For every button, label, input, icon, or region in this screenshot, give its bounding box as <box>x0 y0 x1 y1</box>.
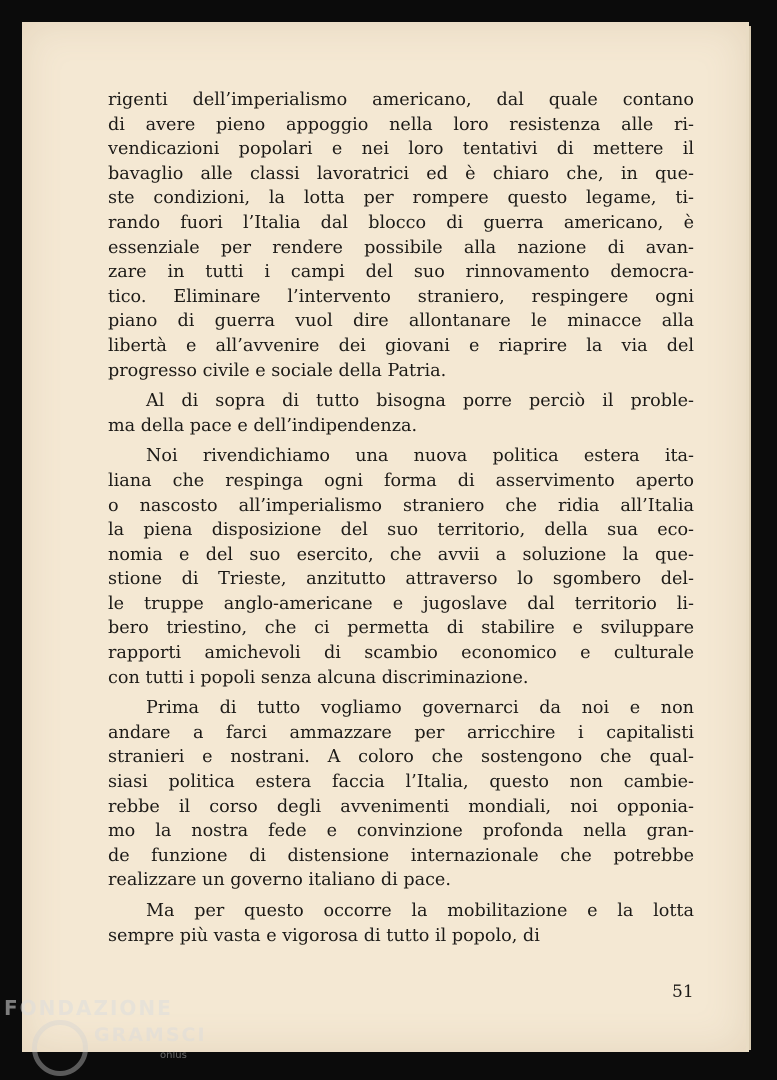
text-line: vendicazioni popolari e nei loro tentativi di mettere il <box>108 139 694 160</box>
book-page <box>22 22 749 1052</box>
watermark-onlus: onlus <box>160 1050 187 1061</box>
page-text <box>108 88 694 948</box>
text-line: realizzare un governo italiano di pace. <box>108 870 451 891</box>
text-line: stione di Trieste, anzitutto attraverso lo sgombero del- <box>108 569 694 590</box>
text-line: ma della pace e dell’indipendenza. <box>108 415 418 436</box>
text-line: di avere pieno appoggio nella loro resistenza alle ri- <box>108 114 694 135</box>
text-line: piano di guerra vuol dire allontanare le minacce alla <box>108 311 694 332</box>
paragraph <box>108 899 694 948</box>
text-line: liana che respinga ogni forma di asservimento aperto <box>108 470 694 491</box>
text-line: Al di sopra di tutto bisogna porre perciò il proble- <box>146 391 694 412</box>
text-line: ste condizioni, la lotta per rompere questo legame, ti- <box>108 188 694 209</box>
text-line: mo la nostra fede e convinzione profonda nella gran- <box>108 821 694 842</box>
text-line: rapporti amichevoli di scambio economico e culturale <box>108 643 694 664</box>
text-line: con tutti i popoli senza alcuna discriminazione. <box>108 667 529 688</box>
text-line: stranieri e nostrani. A coloro che sostengono che qual- <box>108 747 694 768</box>
text-line: andare a farci ammazzare per arricchire i capitalisti <box>108 722 694 743</box>
paragraph <box>108 444 694 690</box>
text-line: essenziale per rendere possibile alla nazione di avan- <box>108 237 694 258</box>
text-line: rebbe il corso degli avvenimenti mondiali, noi opponia- <box>108 796 694 817</box>
text-line: progresso civile e sociale della Patria. <box>108 360 447 381</box>
text-line: Noi rivendichiamo una nuova politica estera ita- <box>146 446 694 467</box>
watermark-subtitle: GRAMSCI <box>94 1024 207 1046</box>
page-number: 51 <box>672 982 694 1002</box>
text-line: bero triestino, che ci permetta di stabilire e sviluppare <box>108 618 694 639</box>
paragraph <box>108 696 694 893</box>
text-line: rigenti dell’imperialismo americano, dal quale contano <box>108 90 694 110</box>
text-line: rando fuori l’Italia dal blocco di guerra americano, è <box>108 212 694 233</box>
text-line: Prima di tutto vogliamo governarci da noi e non <box>146 698 694 719</box>
paragraph <box>108 88 694 383</box>
text-line: siasi politica estera faccia l’Italia, questo non cambie- <box>108 772 694 793</box>
text-line: de funzione di distensione internazionale che potrebbe <box>108 845 694 866</box>
text-line: Ma per questo occorre la mobilitazione e la lotta <box>146 901 694 921</box>
text-line: bavaglio alle classi lavoratrici ed è chiaro che, in que- <box>108 163 694 184</box>
text-line: zare in tutti i campi del suo rinnovamento democra- <box>108 262 694 283</box>
text-line: le truppe anglo-americane e jugoslave dal territorio li- <box>108 593 694 614</box>
text-line: o nascosto all’imperialismo straniero che ridia all’Italia <box>108 495 694 516</box>
text-line: sempre più vasta e vigorosa di tutto il popolo, di <box>108 925 540 946</box>
paragraph <box>108 389 694 438</box>
watermark-title: FONDAZIONE <box>4 996 173 1020</box>
watermark-logo-ring <box>32 1020 88 1076</box>
text-line: la piena disposizione del suo territorio, della sua eco- <box>108 520 694 541</box>
fondazione-gramsci-watermark <box>2 992 207 1072</box>
text-line: tico. Eliminare l’intervento straniero, respingere ogni <box>108 286 694 307</box>
text-line: libertà e all’avvenire dei giovani e riaprire la via del <box>108 335 694 356</box>
text-line: nomia e del suo esercito, che avvii a soluzione la que- <box>108 544 694 565</box>
